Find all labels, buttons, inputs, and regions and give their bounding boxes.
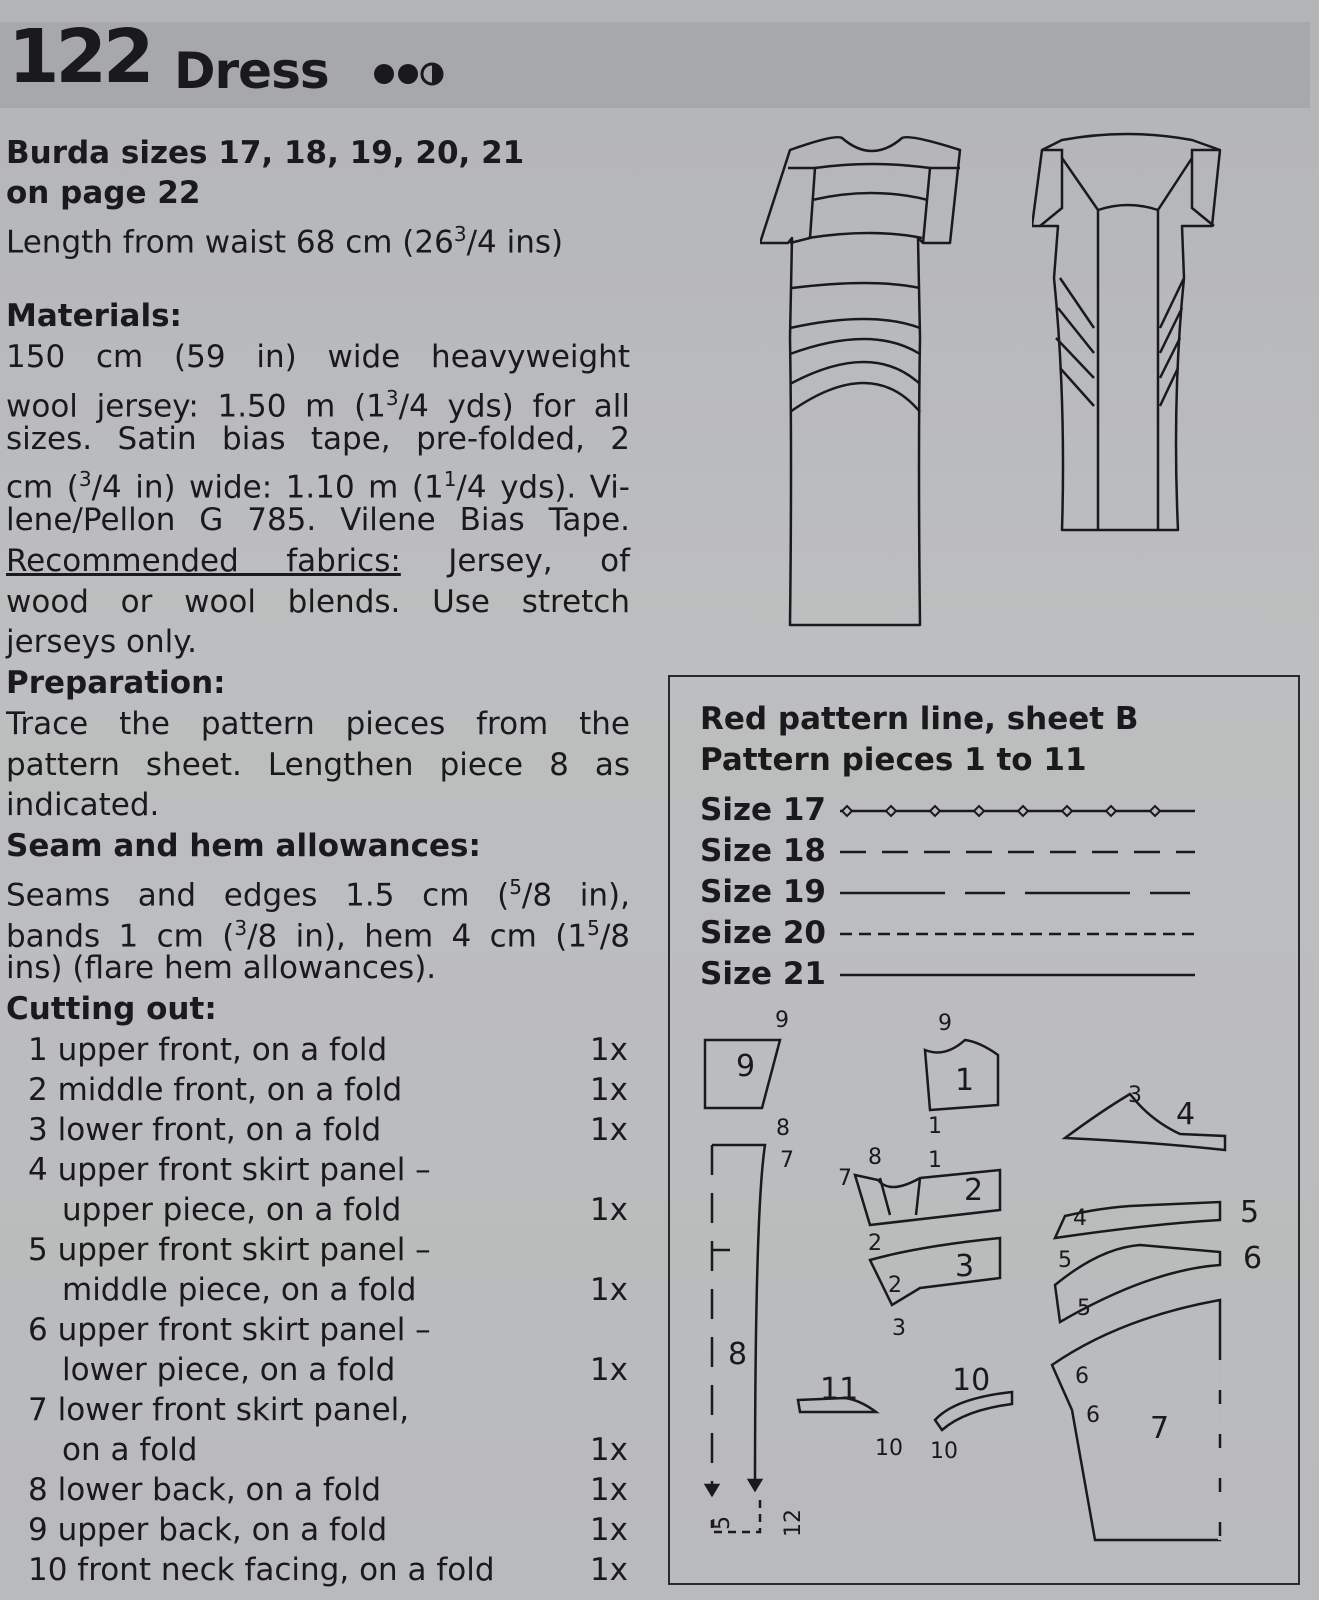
cutting-piece-text: 9 upper back, on a fold: [28, 1512, 388, 1548]
piece-number-label: 3: [1128, 1083, 1142, 1108]
piece-number-label: 2: [964, 1173, 984, 1208]
seams-line: Seams and edges 1.5 cm ($^5$/8 in),: [6, 875, 630, 914]
piece-number-label: 8: [868, 1145, 882, 1170]
preparation-line: pattern sheet. Lengthen piece 8 as: [6, 747, 630, 783]
cutting-quantity: 1x: [589, 1352, 628, 1388]
cutting-row: [28, 1230, 628, 1270]
materials-line: jerseys only.: [6, 624, 198, 660]
cutting-row: [28, 1470, 628, 1510]
sizes-line: Burda sizes 17, 18, 19, 20, 21: [6, 135, 525, 171]
cutting-quantity: 1x: [589, 1552, 628, 1588]
cutting-row: [28, 1150, 628, 1190]
cutting-row: [28, 1110, 628, 1150]
piece-number-label: 8: [728, 1337, 748, 1372]
piece-number-label: 10: [875, 1436, 903, 1461]
cutting-piece-text: 6 upper front skirt panel –: [28, 1312, 431, 1348]
cutting-row: [28, 1030, 628, 1070]
piece-number-label: 4: [1073, 1206, 1087, 1231]
size-label-17: Size 17: [700, 792, 826, 828]
piece-number-label: 5: [710, 1516, 735, 1530]
piece-number-label: 8: [776, 1116, 790, 1141]
size-label-18: Size 18: [700, 833, 826, 869]
piece-number-label: 1: [955, 1063, 975, 1098]
model-number: 122: [8, 14, 151, 100]
materials-line: wood or wool blends. Use stretch: [6, 584, 630, 620]
materials-line: sizes. Satin bias tape, pre-folded, 2: [6, 421, 630, 457]
cutting-row: [28, 1510, 628, 1550]
materials-line: lene/Pellon G 785. Vilene Bias Tape.: [6, 502, 630, 538]
cutting-quantity: 1x: [589, 1032, 628, 1068]
cutting-quantity: 1x: [589, 1272, 628, 1308]
piece-number-label: 6: [1075, 1364, 1089, 1389]
piece-8-outline: [712, 1145, 765, 1490]
cutting-piece-text: 1 upper front, on a fold: [28, 1032, 388, 1068]
cutting-row: [28, 1430, 628, 1470]
size-label-20: Size 20: [700, 915, 826, 951]
model-title: Dress: [174, 42, 329, 100]
materials-line: wool jersey: 1.50 m ($1^3/4$ yds) for all: [6, 386, 630, 425]
seams-heading: Seam and hem allowances:: [6, 828, 481, 864]
cutting-row: [28, 1390, 628, 1430]
piece-number-label: 7: [1150, 1411, 1170, 1446]
cutting-piece-text: lower piece, on a fold: [62, 1352, 396, 1388]
piece-number-label: 1: [928, 1148, 942, 1173]
cutting-piece-text: on a fold: [62, 1432, 198, 1468]
cutting-quantity: 1x: [589, 1192, 628, 1228]
cutting-row: [28, 1350, 628, 1390]
cutting-piece-text: upper piece, on a fold: [62, 1192, 402, 1228]
sizes-page: on page 22: [6, 175, 201, 211]
preparation-heading: Preparation:: [6, 665, 226, 701]
dress-front-drawing: [760, 128, 1000, 628]
piece-number-label: 3: [955, 1249, 975, 1284]
cutting-quantity: 1x: [589, 1072, 628, 1108]
piece-number-label: 7: [838, 1166, 852, 1191]
cutting-piece-text: 2 middle front, on a fold: [28, 1072, 403, 1108]
piece-number-label: 9: [736, 1049, 756, 1084]
piece-number-label: 1: [928, 1114, 942, 1139]
length-line: Length from waist 68 cm ($26^3/4$ ins): [6, 222, 564, 261]
piece-number-label: 10: [952, 1363, 991, 1398]
pattern-pieces-diagram: [680, 1020, 1240, 1570]
dress-back-drawing: [1032, 128, 1232, 538]
cutting-row: [28, 1070, 628, 1110]
cutting-piece-text: 5 upper front skirt panel –: [28, 1232, 431, 1268]
piece-4-outline: [1065, 1094, 1225, 1150]
cutting-piece-text: 3 lower front, on a fold: [28, 1112, 382, 1148]
piece-number-label: 7: [780, 1148, 794, 1173]
cutting-piece-text: 4 upper front skirt panel –: [28, 1152, 431, 1188]
cutting-row: [28, 1190, 628, 1230]
cutting-row: [28, 1270, 628, 1310]
legend-line: Pattern pieces 1 to 11: [700, 742, 1087, 778]
size-label-21: Size 21: [700, 956, 826, 992]
cutting-piece-text: middle piece, on a fold: [62, 1272, 417, 1308]
piece-number-label: 9: [938, 1011, 952, 1036]
piece-number-label: 9: [775, 1008, 789, 1033]
piece-number-label: 4: [1176, 1097, 1196, 1132]
cutting-piece-text: 10 front neck facing, on a fold: [28, 1552, 495, 1588]
difficulty-dots-icon: [372, 62, 462, 86]
piece-7-outline: [1052, 1296, 1220, 1540]
piece-number-label: 3: [892, 1316, 906, 1341]
seams-line: ins) (flare hem allowances).: [6, 950, 437, 986]
piece-number-label: 10: [930, 1439, 958, 1464]
cutting-row: [28, 1310, 628, 1350]
materials-heading: Materials:: [6, 298, 182, 334]
piece-number-label: 11: [820, 1372, 859, 1407]
piece-number-label: 6: [1086, 1403, 1100, 1428]
cutting-quantity: 1x: [589, 1472, 628, 1508]
cutting-quantity: 1x: [589, 1512, 628, 1548]
legend-line: Red pattern line, sheet B: [700, 701, 1139, 737]
size-label-19: Size 19: [700, 874, 826, 910]
size-line-samples: [835, 790, 1195, 1000]
piece-number-label: 2: [888, 1273, 902, 1298]
cutting-piece-text: 8 lower back, on a fold: [28, 1472, 382, 1508]
recommended-line: Recommended fabrics: Jersey, of: [6, 543, 630, 579]
preparation-line: indicated.: [6, 787, 160, 823]
piece-number-label: 2: [868, 1231, 882, 1256]
piece-number-label: 6: [1243, 1241, 1263, 1276]
cutting-row: [28, 1550, 628, 1590]
materials-line: cm ($^3$/4 in) wide: 1.10 m ($1^1/4$ yds). Vi-: [6, 467, 630, 506]
piece-number-label: 5: [1077, 1296, 1091, 1321]
cutting-heading: Cutting out:: [6, 991, 217, 1027]
size-17-line: [840, 806, 1195, 816]
cutting-quantity: 1x: [589, 1112, 628, 1148]
seams-line: bands 1 cm ($^3$/8 in), hem 4 cm ($1^5/8$: [6, 916, 630, 955]
preparation-line: Trace the pattern pieces from the: [6, 706, 630, 742]
cutting-quantity: 1x: [589, 1432, 628, 1468]
piece-number-label: 5: [1240, 1195, 1260, 1230]
cutting-piece-text: 7 lower front skirt panel,: [28, 1392, 410, 1428]
piece-number-label: 12: [781, 1509, 806, 1537]
materials-line: 150 cm (59 in) wide heavyweight: [6, 339, 630, 375]
piece-number-label: 5: [1058, 1248, 1072, 1273]
